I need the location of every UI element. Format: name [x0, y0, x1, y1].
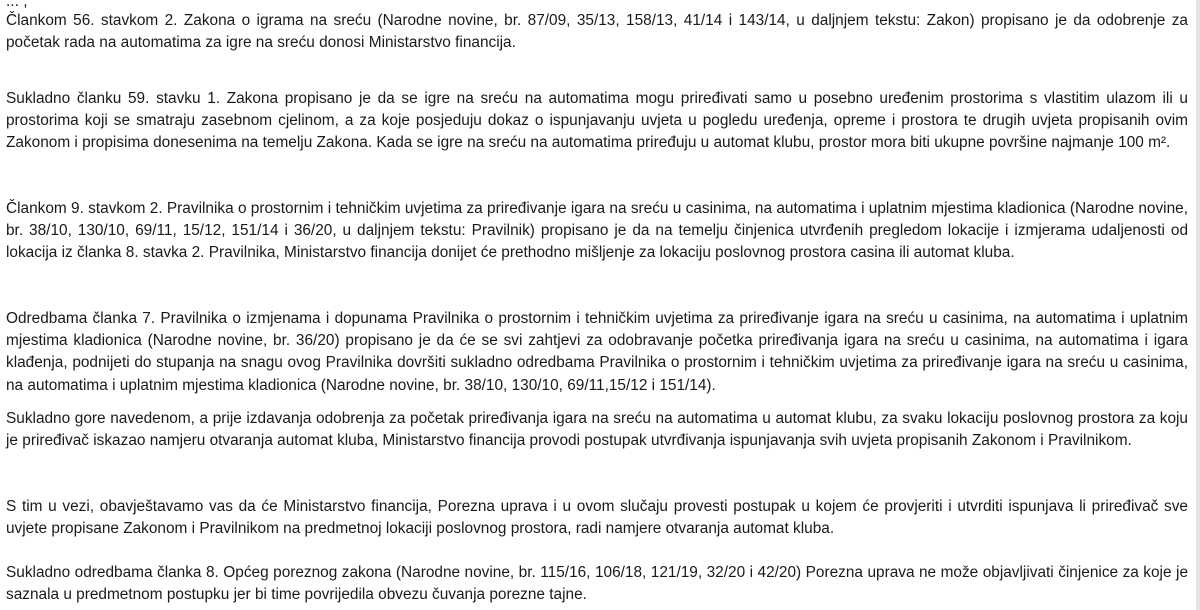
paragraph-3: Člankom 9. stavkom 2. Pravilnika o prostornim i tehničkim uvjetima za priređivanje igara na sreću u casinima, na automatima i uplatnim mjestima kladionica (Narodne novine, br. 38/10, 130/10, 69/11, 15/12, 151/14 i 36/20, u daljnjem tekstu: Pravilnik) propisano je da na temelju činjenica utvrđenih pregledom lokacije i izmjerama udaljenosti od lokacija iz članka 8. stavka 2. Pravilnika, Ministarstvo financija donijet će prethodno mišljenje za lokaciju poslovnog prostora casina ili automat kluba. — [6, 200, 1188, 262]
paragraph-7: Sukladno odredbama članka 8. Općeg poreznog zakona (Narodne novine, br. 115/16, 106/18, 121/19, 32/20 i 42/20) Porezna uprava ne može objavljivati činjenice za koje je saznala u predmetnom postupku jer bi time povrijedila obvezu čuvanja porezne tajne. — [6, 564, 1188, 604]
paragraph-4: Odredbama članka 7. Pravilnika o izmjenama i dopunama Pravilnika o prostornim i tehničkim uvjetima za priređivanje igara na sreću u casinima, na automatima i uplatnim mjestima kladionica (Narodne novine, br. 36/20) propisano je da će se svi zahtjevi za odobravanje početka priređivanja igara na sreću u casinima, na automatima i igara klađenja, podnijeti do stupanja na snagu ovog Pravilnika dovršiti sukladno odredbama Pravilnika o prostornim i tehničkim uvjetima za priređivanje igara na sreću u casinima, na automatima i uplatnim mjestima kladionica (Narodne novine, br. 38/10, 130/10, 69/11,15/12 i 151/14). — [6, 310, 1188, 394]
paragraph-1: Člankom 56. stavkom 2. Zakona o igrama na sreću (Narodne novine, br. 87/09, 35/13, 158/13, 41/14 i 143/14, u daljnjem tekstu: Zakon) propisano je da odobrenje za početak rada na automatima za igre na sreću donosi Ministarstvo financija. — [6, 12, 1188, 52]
cut-off-line: ... , — [6, 0, 28, 10]
page-edge — [1196, 0, 1200, 610]
paragraph-5: Sukladno gore navedenom, a prije izdavanja odobrenja za početak priređivanja igara na sreću na automatima u automat klubu, za svaku lokaciju poslovnog prostora za koju je priređivač iskazao namjeru otvaranja automat kluba, Ministarstvo financija provodi postupak utvrđivanja ispunjavanja svih uvjeta propisanih Zakonom i Pravilnikom. — [6, 410, 1188, 450]
paragraph-6: S tim u vezi, obavještavamo vas da će Ministarstvo financija, Porezna uprava i u ovom slučaju provesti postupak u kojem će provjeriti i utvrditi ispunjava li priređivač sve uvjete propisane Zakonom i Pravilnikom na predmetnoj lokaciji poslovnog prostora, radi namjere otvaranja automat kluba. — [6, 498, 1188, 538]
paragraph-2: Sukladno članku 59. stavku 1. Zakona propisano je da se igre na sreću na automatima mogu priređivati samo u posebno uređenim prostorima s vlastitim ulazom ili u prostorima koji se smatraju zasebnom cjelinom, a za koje posjeduju dokaz o ispunjavanju uvjeta u pogledu uređenja, opreme i prostora te drugih uvjeta propisanih ovim Zakonom i propisima donesenima na temelju Zakona. Kada se igre na sreću na automatima priređuju u automat klubu, prostor mora biti ukupne površine najmanje 100 m². — [6, 90, 1188, 152]
